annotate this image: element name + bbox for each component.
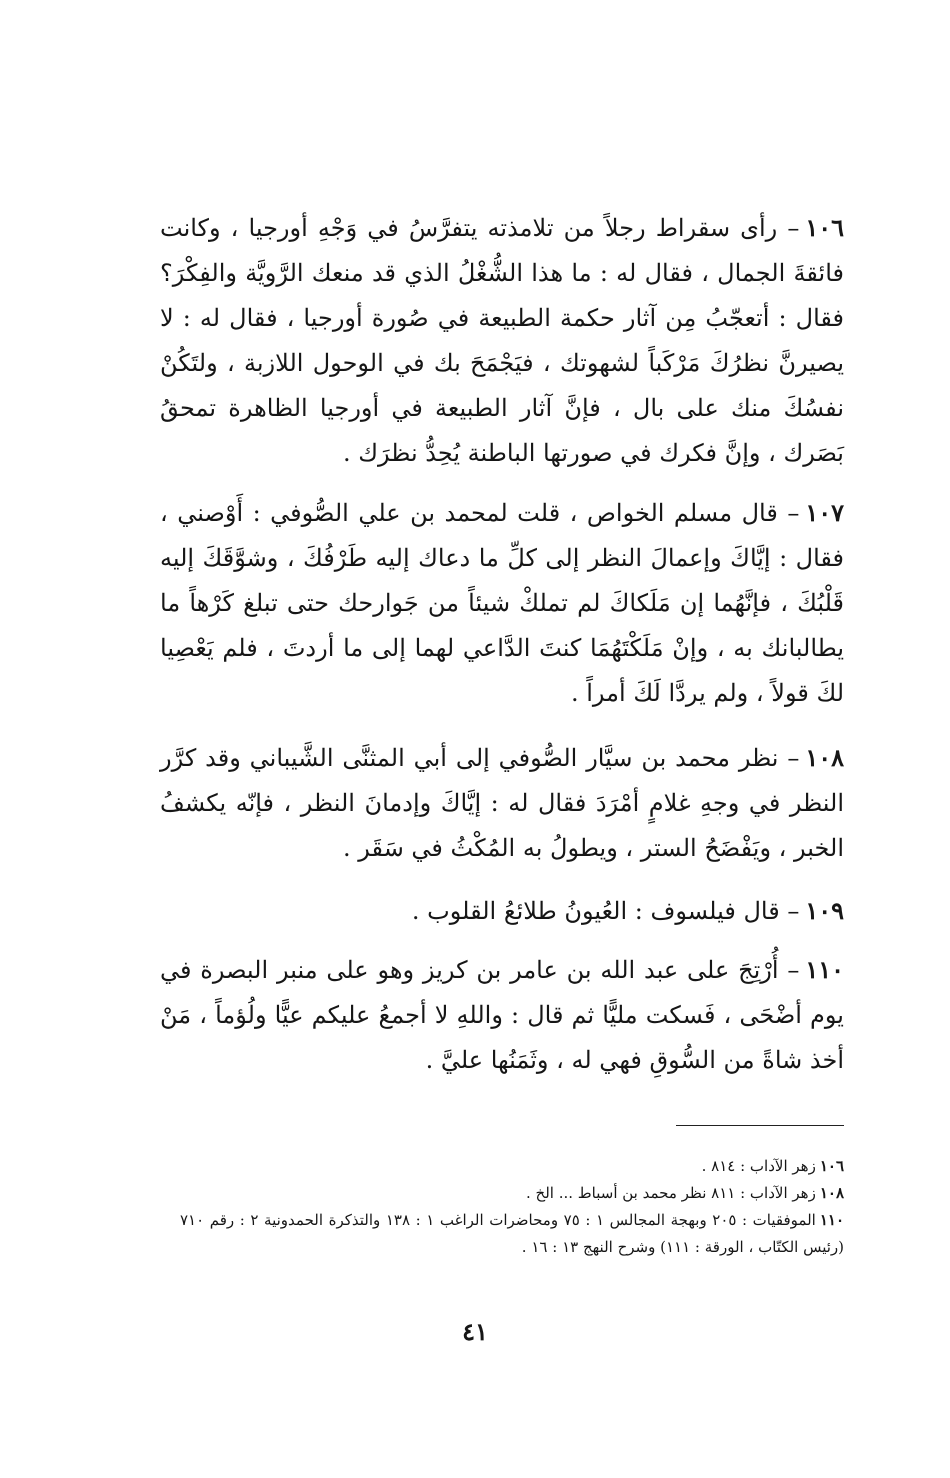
footnote-text: الموفقيات : ٢٠٥ وبهجة المجالس ١ : ٧٥ ومحاضرات الراغب ١ : ١٣٨ والتذكرة الحمدونية ٢ : رقم ٧١٠ (رئيس الكتّاب ، الورقة : ١١١) وشرح النهج ١٣ : ١٦ . [180,1211,844,1256]
footnote-number: ١١٠ [819,1211,844,1229]
paragraph-number: ١٠٧ [805,498,844,527]
footnote-text: زهر الآداب : ٨١٤ . [701,1157,816,1175]
paragraph-text: – أُرْتِجَ على عبد الله بن عامر بن كريز وهو على منبر البصرة في يوم أضْحَى ، فَسكت مليًّا ثم قال : واللهِ لا أجمعُ عليكم عيًّا ولُؤماً ، مَنْ أخذ شاةً من السُّوقِ فهي له ، وثَمَنُها عليَّ . [160,956,844,1074]
paragraph-110-body [160,947,844,1083]
paragraph-107 [160,490,844,716]
paragraph-text: – قال فيلسوف : العُيونُ طلائعُ القلوب . [411,897,800,925]
paragraph-109 [160,888,844,934]
paragraph-110 [160,947,844,1083]
footnote-110 [180,1207,844,1261]
paragraph-106 [160,205,844,476]
paragraph-106-body [160,205,844,476]
paragraph-107-body [160,490,844,716]
paragraph-text: – نظر محمد بن سيَّار الصُّوفي إلى أبي المثنَّى الشَّيباني وقد كرَّر النظر في وجهِ غلامٍ أمْرَدَ فقال له : إيَّاكَ وإدمانَ النظر ، فإنّه يكشفُ الخبر ، ويَفْضَحُ الستر ، ويطولُ به المُكْثُ في سَقَر . [160,744,844,862]
paragraph-number: ١٠٦ [805,213,844,242]
footnote-text: زهر الآداب : ٨١١ نظر محمد بن أسباط ... الخ . [525,1184,816,1202]
paragraph-text: – رأى سقراط رجلاً من تلامذته يتفرَّسُ في وَجْهِ أورجيا ، وكانت فائقةَ الجمال ، فقال له : ما هذا الشُّغْلُ الذي قد منعك الرَّويَّة والفِكْرَ؟ فقال : أتعجّبُ مِن آثار حكمة الطبيعة في صُورة أورجيا ، فقال له : لا يصيرنَّ نظرُكَ مَرْكَباً لشهوتك ، فيَجْمَحَ بك في الوحول اللازبة ، ولتَكُنْ نفسُكَ منك على بال ، فإنَّ آثار الطبيعة في أورجيا الظاهرة تمحقُ بَصَرك ، وإنَّ فكرك في صورتها الباطنة يُحِدُّ نظرَك . [160,214,844,467]
footnote-number: ١٠٨ [819,1184,844,1202]
footnote-108 [180,1180,844,1207]
paragraph-108 [160,735,844,871]
paragraph-109-body [160,888,844,934]
paragraph-number: ١٠٩ [805,896,844,925]
footnote-106 [180,1153,844,1180]
page-number: ٤١ [462,1317,488,1346]
footnote-divider [676,1125,844,1126]
footnotes [180,1153,844,1261]
paragraph-text: – قال مسلم الخواص ، قلت لمحمد بن علي الصُّوفي : أَوْصني ، فقال : إيَّاكَ وإعمالَ النظر إلى كلِّ ما دعاك إليه طَرْفُكَ ، وشوَّقَكَ إليه قَلْبُكَ ، فإنَّهُما إن مَلَكاكَ لم تملكْ شيئاً من جَوارحك حتى تبلغ كَرْهاً ما يطالبانك به ، وإنْ مَلَكْتَهُمَا كنتَ الدَّاعي لهما إلى ما أردتَ ، فلم يَعْصِيا لكَ قولاً ، ولم يردَّا لَكَ أمراً . [160,499,844,707]
paragraph-number: ١١٠ [805,955,844,984]
footnote-number: ١٠٦ [819,1157,844,1175]
paragraph-108-body [160,735,844,871]
paragraph-number: ١٠٨ [805,743,844,772]
